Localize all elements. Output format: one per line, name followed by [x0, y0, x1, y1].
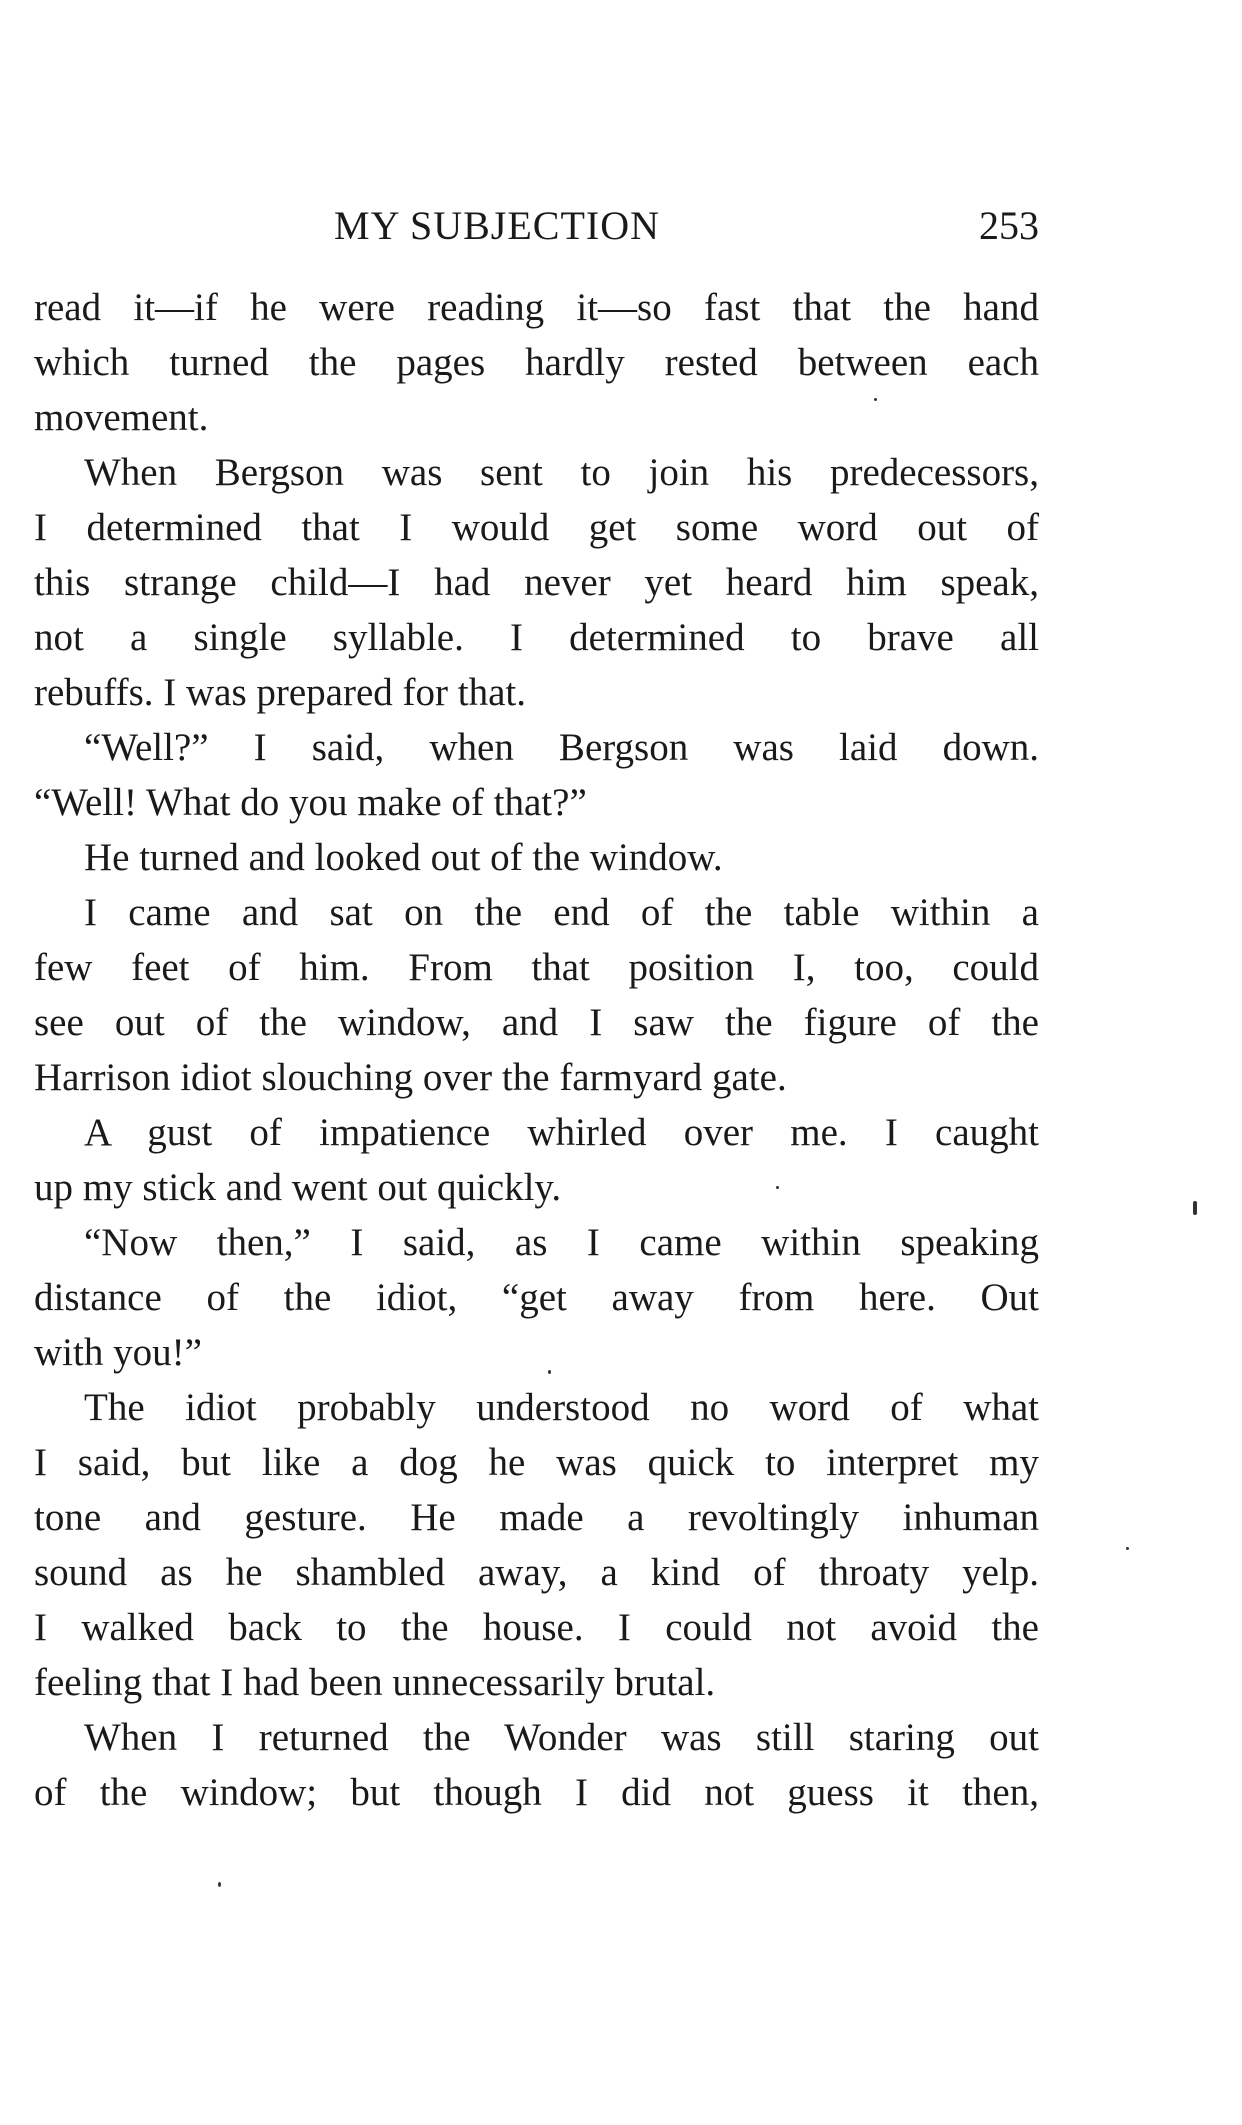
print-speck [874, 398, 877, 401]
paragraph-start-line: The idiot probably understood no word of what [84, 1386, 1039, 1429]
text-line: rebuffs. I was prepared for that. [34, 671, 526, 714]
text-line: with you!” [34, 1331, 202, 1374]
paragraph-start-line: “Now then,” I said, as I came within speaking [84, 1221, 1039, 1264]
text-line: Harrison idiot slouching over the farmyard gate. [34, 1056, 787, 1099]
paragraph-start-line: When Bergson was sent to join his predecessors, [84, 451, 1039, 494]
page-number: 253 [979, 203, 1039, 248]
text-line: which turned the pages hardly rested between each [34, 341, 1039, 384]
text-line: few feet of him. From that position I, too, could [34, 946, 1039, 989]
print-speck [1126, 1547, 1129, 1550]
text-line: of the window; but though I did not guess it then, [34, 1771, 1039, 1814]
text-line: I walked back to the house. I could not avoid the [34, 1606, 1039, 1649]
print-speck [218, 1882, 221, 1887]
running-head [34, 200, 1039, 252]
running-title: MY SUBJECTION [334, 203, 660, 248]
text-line: read it—if he were reading it—so fast that the hand [34, 286, 1039, 329]
text-line: sound as he shambled away, a kind of throaty yelp. [34, 1551, 1039, 1594]
text-line: this strange child—I had never yet heard him speak, [34, 561, 1039, 604]
text-line: tone and gesture. He made a revoltingly inhuman [34, 1496, 1039, 1539]
print-speck [776, 1186, 779, 1189]
paragraph-start-line: “Well?” I said, when Bergson was laid down. [84, 726, 1039, 769]
print-speck [1193, 1201, 1197, 1215]
text-line: see out of the window, and I saw the figure of the [34, 1001, 1039, 1044]
paragraph-start-line: A gust of impatience whirled over me. I caught [84, 1111, 1039, 1154]
text-line: I determined that I would get some word out of [34, 506, 1039, 549]
text-line: “Well! What do you make of that?” [34, 781, 587, 824]
text-line: distance of the idiot, “get away from here. Out [34, 1276, 1039, 1319]
body-text [34, 280, 1039, 1820]
text-line: up my stick and went out quickly. [34, 1166, 562, 1209]
text-line: I said, but like a dog he was quick to interpret my [34, 1441, 1039, 1484]
paragraph-start-line: I came and sat on the end of the table within a [84, 891, 1039, 934]
text-line: movement. [34, 396, 209, 439]
text-line: feeling that I had been unnecessarily brutal. [34, 1661, 716, 1704]
text-line: not a single syllable. I determined to brave all [34, 616, 1039, 659]
paragraph-start-line: When I returned the Wonder was still staring out [84, 1716, 1039, 1759]
print-speck [548, 1370, 551, 1374]
paragraph-start-line: He turned and looked out of the window. [84, 836, 723, 879]
